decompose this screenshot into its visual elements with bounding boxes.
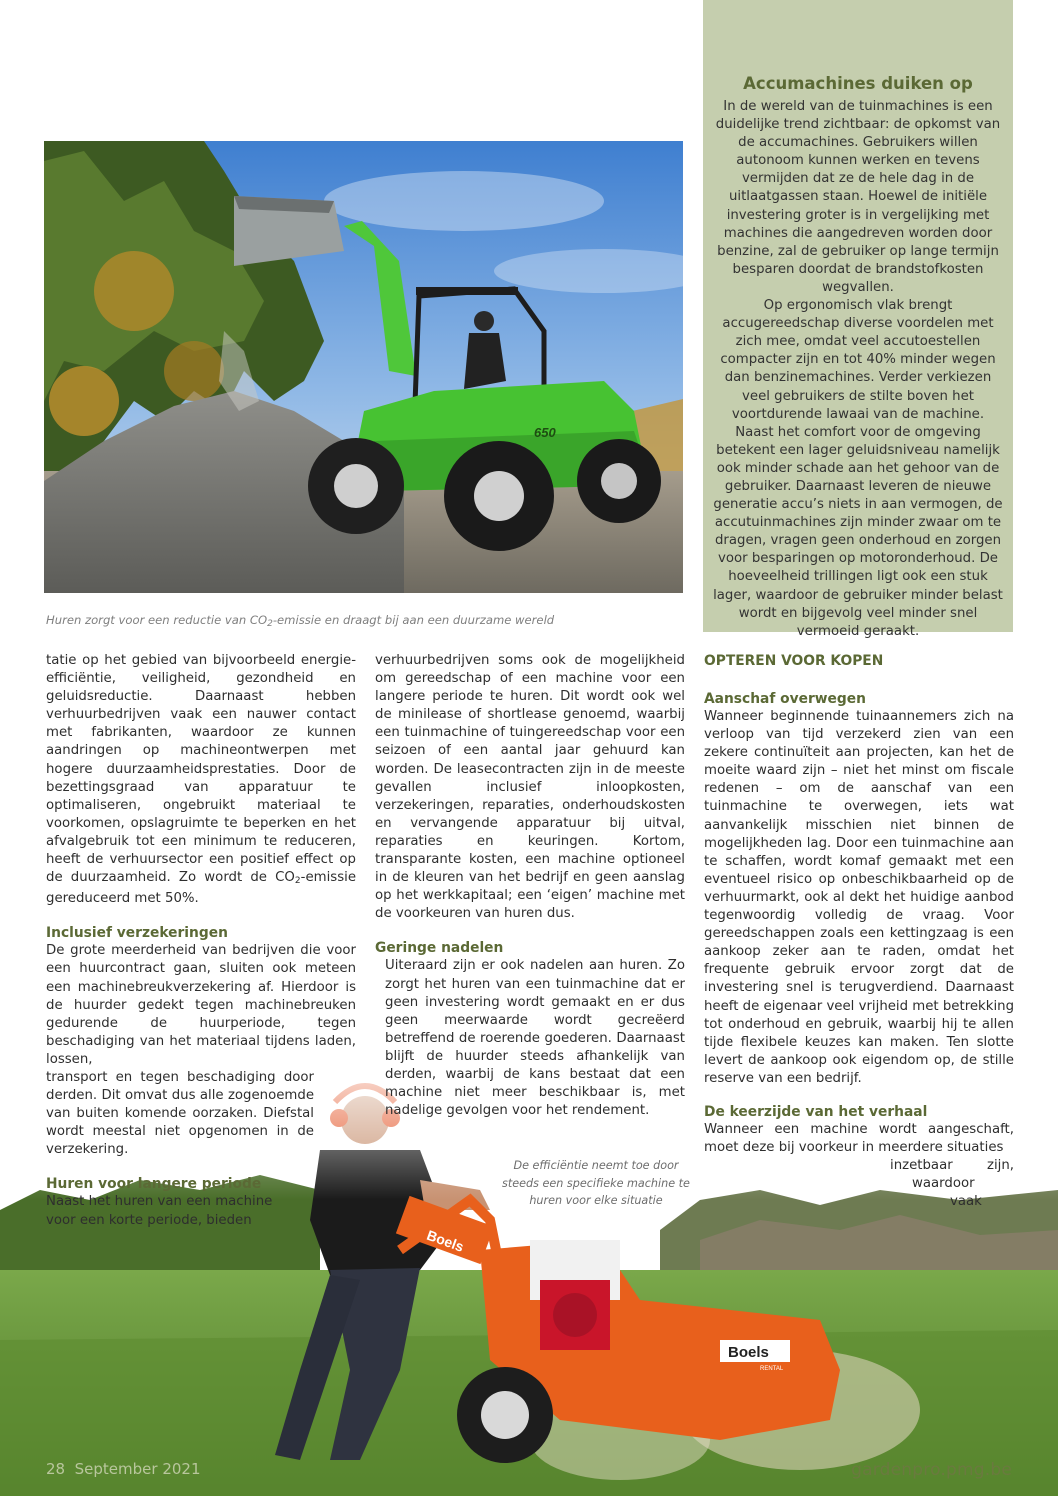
- photo-caption-loader: Huren zorgt voor een reductie van $CO_2$-emissie en draagt bij aan een duurzame wereld: [46, 613, 555, 629]
- heading-geringe-nadelen: Geringe nadelen: [375, 940, 504, 957]
- section-heading-opteren-voor-kopen: OPTEREN VOOR KOPEN: [704, 653, 884, 669]
- sidebar-paragraph-1: In de wereld van de tuinmachines is een duidelijke trend zichtbaar: de opkomst van de accumachines. Gebruikers willen autonoom kunnen werken en tevens vermijden dat ze de hele dag in de uitlaatgassen staan. Hoewel de initiële investering groter is in vergelijking met machines die aangedreven worden door benzine, zal de gebruiker op lange termijn besparen doordat de brandstofkosten wegvallen.: [715, 99, 1001, 295]
- sidebar-paragraph-2: Op ergonomisch vlak brengt accugereedschap diverse voordelen met zich mee, omdat veel accutoestellen compacter zijn en tot 40% minder wegen dan benzinemachines. Verder verkiezen veel gebruikers de stilte boven het voortdurende lawaai van de machine. Naast het comfort voor de omgeving betekent een lager geluidsniveau namelijk ook minder schade aan het gehoor van de gebruiker. Daarnaast leveren de nieuwe generatie accu’s niets in aan vermogen, de accutuinmachines zijn minder zwaar om te dragen, vragen geen onderhoud en zorgen voor besparingen op motoronderhoud. De hoeveelheid trillingen ligt ook een stuk lager, waardoor de gebruiker minder belast wordt en bijgevolg veel minder snel vermoeid geraakt.: [713, 298, 1003, 639]
- col1-paragraph-3: Naast het huren van een machine voor een korte periode, bieden: [46, 1194, 273, 1228]
- col2-paragraph-2: Uiteraard zijn er ook nadelen aan huren. Zo zorgt het huren van een tuinmachine dat er geen investering wordt gemaakt en er dus geen meerwaarde wordt gecreëerd betreffend de roerende goederen. Daarnaast blijft de huurder steeds afhankelijk van derden, waarbij de kans bestaat dat een machine niet meer beschikbaar is, met nadelige gevolgen voor het rendement.: [385, 958, 685, 1119]
- loader-model-label: 650: [534, 425, 556, 440]
- heading-inclusief-verzekeringen: Inclusief verzekeringen: [46, 925, 228, 942]
- footer-page-info: [46, 1460, 201, 1478]
- col1-paragraph-1: tatie op het gebied van bijvoorbeeld energie-efficiëntie, veiligheid, gezondheid en geluidsreductie. Daarnaast hebben verhuurbedrijven vaak een nauwer contact met fabrikanten, waardoor ze kunnen aandringen op machineontwerpen met hogere duurzaamheidsprestaties. Door de bezettingsgraad van apparatuur te optimaliseren, ongebruikt materiaal te voorkomen, opslagruimte te beperken en het afvalgebruik tot een minimum te reduceren, heeft de verhuursector een positief effect op de duurzaamheid. Zo wordt de $CO_2$-emissie gereduceerd met 50%.: [46, 653, 356, 907]
- article-column-3: [704, 652, 1014, 1211]
- col3-paragraph-2a: Wanneer een machine wordt aangeschaft, moet deze bij voorkeur in meerdere situaties: [704, 1121, 1014, 1156]
- photo-caption-grinder: De efficiëntie neemt toe door steeds een specifieke machine te huren voor elke situatie: [502, 1159, 690, 1207]
- heading-keerzijde: De keerzijde van het verhaal: [704, 1103, 928, 1120]
- col1-paragraph-2b: transport en tegen beschadiging door derden. Dit omvat dus alle zogenoemde van buiten komende oorzaken. Diefstal wordt meestal niet opgenomen in de verzekering.: [46, 1069, 314, 1158]
- article-column-2: [375, 652, 685, 1120]
- col1-paragraph-2a: De grote meerderheid van bedrijven die voor een huurcontract gaan, sluiten ook meteen een machinebreukverzekering af. Hierdoor is de huurder gedekt tegen machinebreuken gedurende de huurperiode, tegen beschadiging van het materiaal tijdens laden, lossen,: [46, 943, 356, 1067]
- sidebar-box-accumachines: [703, 0, 1013, 639]
- page-number: 28: [46, 1460, 66, 1478]
- col3-paragraph-1: Wanneer beginnende tuinaannemers zich na verloop van tijd verzekerd zien van een zekere continuïteit aan projecten, kan het de moeite waard zijn – niet het minst om fiscale redenen – om de aanschaf van een tuinmachine te overwegen, iets wat aanvankelijk misschien niet binnen de mogelijkheden lag. Door een tuinmachine aan te schaffen, wordt komaf gemaakt met een eventueel risico op onbeschikbaarheid op de verhuurmarkt, ook al dekt het huidige aanbod tegenwoordig volledig de vraag. Voor gereedschappen zoals een kettingzaag is een aankoop zeker aan te raden, omdat het frequente gebruik ervoor zorgt dat de investering snel is terugverdiend. Daarnaast heeft de eigenaar veel vrijheid met betrekking tot onderhoud en gebruik, waarbij hij te allen tijde flexibele keuzes kan maken. Ten slotte levert de aankoop ook eigendom op, de stille reserve van een bedrijf.: [704, 709, 1015, 1086]
- col3-paragraph-2d: vaak: [950, 1194, 982, 1210]
- heading-huren-langere-periode: Huren voor langere periode: [46, 1176, 262, 1193]
- article-column-1: [46, 652, 356, 1230]
- heading-aanschaf-overwegen: Aanschaf overwegen: [704, 691, 866, 707]
- sidebar-title: Accumachines duiken op: [743, 74, 973, 93]
- footer-website-link[interactable]: gardenpro.pmg.be: [851, 1460, 1012, 1480]
- issue-date: September 2021: [74, 1460, 201, 1478]
- col2-paragraph-1: verhuurbedrijven soms ook de mogelijkheid om gereedschap of een machine voor een langere periode te huren. Dit wordt ook wel de minilease of shortlease genoemd, waarbij een tuinmachine of tuingereedschap voor een seizoen of een aantal jaar gehuurd kan worden. De leasecontracten zijn in de meeste gevallen inclusief inloopkosten, verzekeringen, reparaties, onderhoudskosten en vervangende apparatuur bij uitval, reparaties en keuringen. Kortom, transparante kosten, een machine optioneel in de kleuren van het bedrijf en geen aanslag op het werkkapitaal; een ‘eigen’ machine met de voorkeuren van huren dus.: [375, 653, 685, 922]
- col3-paragraph-2b: inzetbaar zijn,: [890, 1158, 1014, 1174]
- loader-photo: [44, 141, 683, 593]
- col3-paragraph-2c: waardoor: [912, 1176, 975, 1192]
